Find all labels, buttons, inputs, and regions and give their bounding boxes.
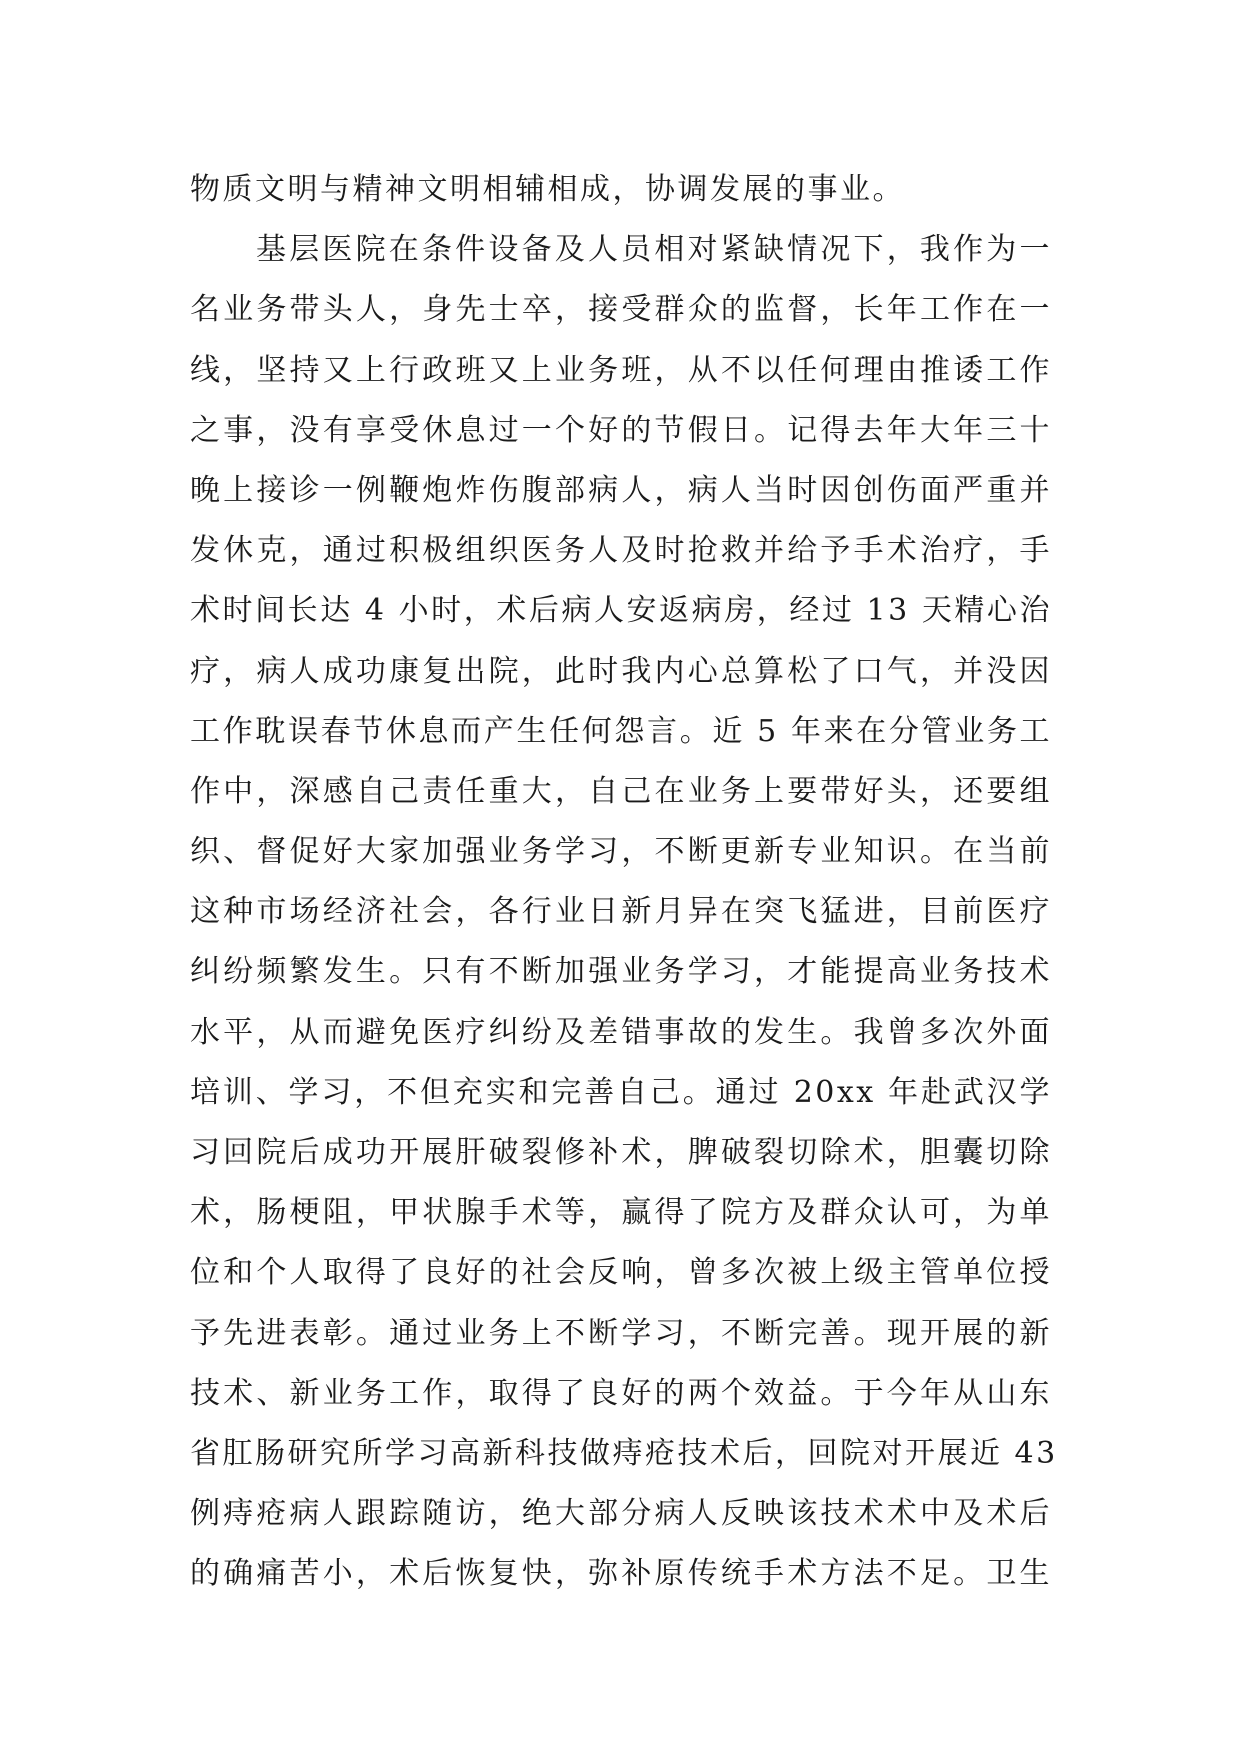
- text-line: 这种市场经济社会，各行业日新月异在突飞猛进，目前医疗: [190, 894, 1052, 930]
- text-line: 术时间长达 4 小时，术后病人安返病房，经过 13 天精心治: [190, 593, 1052, 629]
- text-line: 技术、新业务工作，取得了良好的两个效益。于今年从山东: [190, 1375, 1052, 1411]
- text-line: 线，坚持又上行政班又上业务班，从不以任何理由推诿工作: [190, 352, 1052, 388]
- text-line: 习回院后成功开展肝破裂修补术，脾破裂切除术，胆囊切除: [190, 1135, 1052, 1170]
- text-line: 之事，没有享受休息过一个好的节假日。记得去年大年三十: [190, 412, 1052, 448]
- text-line: 疗，病人成功康复出院，此时我内心总算松了口气，并没因: [190, 653, 1052, 689]
- text-line: 作中，深感自己责任重大，自己在业务上要带好头，还要组: [190, 773, 1052, 809]
- body-text: [190, 160, 1058, 1605]
- text-line: 水平，从而避免医疗纠纷及差错事故的发生。我曾多次外面: [190, 1014, 1052, 1050]
- text-line: 的确痛苦小，术后恢复快，弥补原传统手术方法不足。卫生: [190, 1556, 1052, 1592]
- text-line: 省肛肠研究所学习高新科技做痔疮技术后，回院对开展近 43: [190, 1435, 1058, 1471]
- text-line: 基层医院在条件设备及人员相对紧缺情况下，我作为一: [256, 232, 1052, 268]
- text-line: 纠纷频繁发生。只有不断加强业务学习，才能提高业务技术: [190, 954, 1052, 990]
- text-line: 例痔疮病人跟踪随访，绝大部分病人反映该技术术中及术后: [190, 1496, 1052, 1532]
- text-line: 晚上接诊一例鞭炮炸伤腹部病人，病人当时因创伤面严重并: [190, 472, 1052, 508]
- text-line: 名业务带头人，身先士卒，接受群众的监督，长年工作在一: [190, 292, 1052, 328]
- text-line: 术，肠梗阻，甲状腺手术等，赢得了院方及群众认可，为单: [190, 1195, 1052, 1231]
- text-line: 予先进表彰。通过业务上不断学习，不断完善。现开展的新: [190, 1315, 1052, 1351]
- text-line: 培训、学习，不但充实和完善自己。通过 20xx 年赴武汉学: [190, 1074, 1052, 1110]
- text-line: 发休克，通过积极组织医务人及时抢救并给予手术治疗，手: [190, 533, 1052, 569]
- text-line: 位和个人取得了良好的社会反响，曾多次被上级主管单位授: [190, 1255, 1052, 1291]
- text-line: 织、督促好大家加强业务学习，不断更新专业知识。在当前: [190, 834, 1052, 870]
- text-line: 物质文明与精神文明相辅相成，协调发展的事业。: [190, 172, 905, 207]
- text-line: 工作耽误春节休息而产生任何怨言。近 5 年来在分管业务工: [190, 713, 1052, 749]
